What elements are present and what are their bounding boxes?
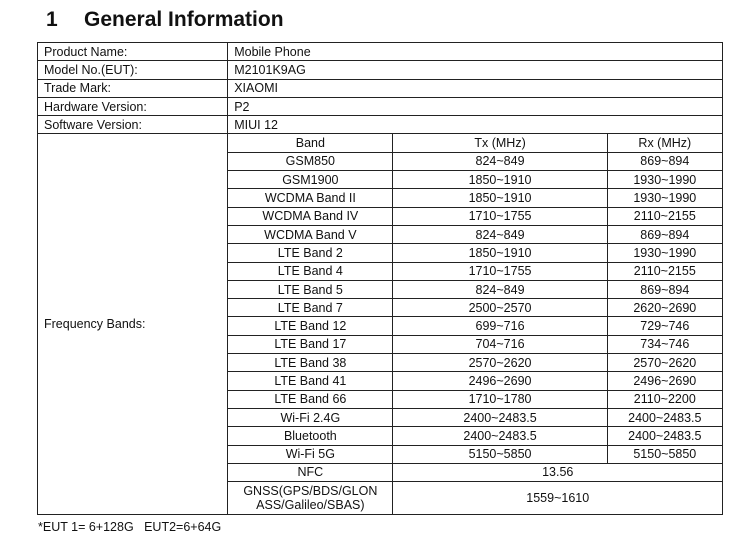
band-tx-cell: 2570~2620 (393, 354, 607, 372)
band-rx-cell: 2570~2620 (607, 354, 722, 372)
band-rx-cell: 2110~2155 (607, 207, 722, 225)
info-label: Model No.(EUT): (38, 61, 228, 79)
band-rx-cell: 869~894 (607, 225, 722, 243)
band-rx-cell: 869~894 (607, 280, 722, 298)
info-label: Trade Mark: (38, 79, 228, 97)
info-row (38, 43, 723, 61)
band-header: Band (228, 134, 393, 152)
gnss-band-line1: GNSS(GPS/BDS/GLON (243, 484, 378, 499)
info-label: Product Name: (38, 43, 228, 61)
band-tx-cell: 1710~1755 (393, 207, 607, 225)
info-value: MIUI 12 (228, 116, 723, 134)
band-tx-cell: 824~849 (393, 225, 607, 243)
rx-header: Rx (MHz) (607, 134, 722, 152)
band-band-cell: LTE Band 41 (228, 372, 393, 390)
band-band-cell: GSM1900 (228, 171, 393, 189)
band-tx-cell: 2400~2483.5 (393, 427, 607, 445)
general-info-table (37, 42, 723, 515)
band-band-cell: WCDMA Band IV (228, 207, 393, 225)
band-tx-cell: 2496~2690 (393, 372, 607, 390)
band-rx-cell: 1930~1990 (607, 171, 722, 189)
section-number: 1 (46, 8, 58, 31)
gnss-band-line2: ASS/Galileo/SBAS) (256, 498, 365, 513)
gnss-value-cell: 1559~1610 (393, 482, 723, 515)
band-tx-cell: 704~716 (393, 335, 607, 353)
nfc-band-cell: NFC (228, 463, 393, 481)
info-row (38, 97, 723, 115)
band-band-cell: LTE Band 38 (228, 354, 393, 372)
band-rx-cell: 1930~1990 (607, 189, 722, 207)
band-tx-cell: 824~849 (393, 152, 607, 170)
gnss-band-cell (228, 482, 393, 515)
band-tx-cell: 2500~2570 (393, 299, 607, 317)
band-band-cell: LTE Band 2 (228, 244, 393, 262)
info-row (38, 79, 723, 97)
band-rx-cell: 2620~2690 (607, 299, 722, 317)
band-tx-cell: 1850~1910 (393, 189, 607, 207)
band-rx-cell: 2110~2200 (607, 390, 722, 408)
frequency-bands-label: Frequency Bands: (38, 134, 228, 515)
band-tx-cell: 824~849 (393, 280, 607, 298)
band-rx-cell: 2400~2483.5 (607, 408, 722, 426)
band-tx-cell: 1710~1780 (393, 390, 607, 408)
info-label: Hardware Version: (38, 97, 228, 115)
band-tx-cell: 699~716 (393, 317, 607, 335)
band-band-cell: Wi-Fi 5G (228, 445, 393, 463)
band-rx-cell: 2400~2483.5 (607, 427, 722, 445)
band-tx-cell: 1850~1910 (393, 171, 607, 189)
band-band-cell: LTE Band 17 (228, 335, 393, 353)
info-value: Mobile Phone (228, 43, 723, 61)
section-title: General Information (84, 8, 284, 31)
band-tx-cell: 2400~2483.5 (393, 408, 607, 426)
info-value: P2 (228, 97, 723, 115)
band-rx-cell: 1930~1990 (607, 244, 722, 262)
info-row (38, 61, 723, 79)
band-band-cell: WCDMA Band II (228, 189, 393, 207)
band-band-cell: WCDMA Band V (228, 225, 393, 243)
band-tx-cell: 5150~5850 (393, 445, 607, 463)
band-tx-cell: 1710~1755 (393, 262, 607, 280)
band-header-row (38, 134, 723, 152)
band-tx-cell: 1850~1910 (393, 244, 607, 262)
band-rx-cell: 5150~5850 (607, 445, 722, 463)
tx-header: Tx (MHz) (393, 134, 607, 152)
band-band-cell: GSM850 (228, 152, 393, 170)
band-band-cell: LTE Band 12 (228, 317, 393, 335)
band-rx-cell: 2496~2690 (607, 372, 722, 390)
band-rx-cell: 869~894 (607, 152, 722, 170)
nfc-value-cell: 13.56 (393, 463, 723, 481)
band-band-cell: Bluetooth (228, 427, 393, 445)
info-label: Software Version: (38, 116, 228, 134)
band-band-cell: LTE Band 7 (228, 299, 393, 317)
band-rx-cell: 2110~2155 (607, 262, 722, 280)
info-value: M2101K9AG (228, 61, 723, 79)
band-band-cell: LTE Band 4 (228, 262, 393, 280)
band-rx-cell: 734~746 (607, 335, 722, 353)
band-band-cell: LTE Band 5 (228, 280, 393, 298)
info-row (38, 116, 723, 134)
band-band-cell: LTE Band 66 (228, 390, 393, 408)
section-heading (46, 8, 284, 32)
band-band-cell: Wi-Fi 2.4G (228, 408, 393, 426)
band-rx-cell: 729~746 (607, 317, 722, 335)
info-value: XIAOMI (228, 79, 723, 97)
footnote: *EUT 1= 6+128G EUT2=6+64G (38, 520, 222, 534)
